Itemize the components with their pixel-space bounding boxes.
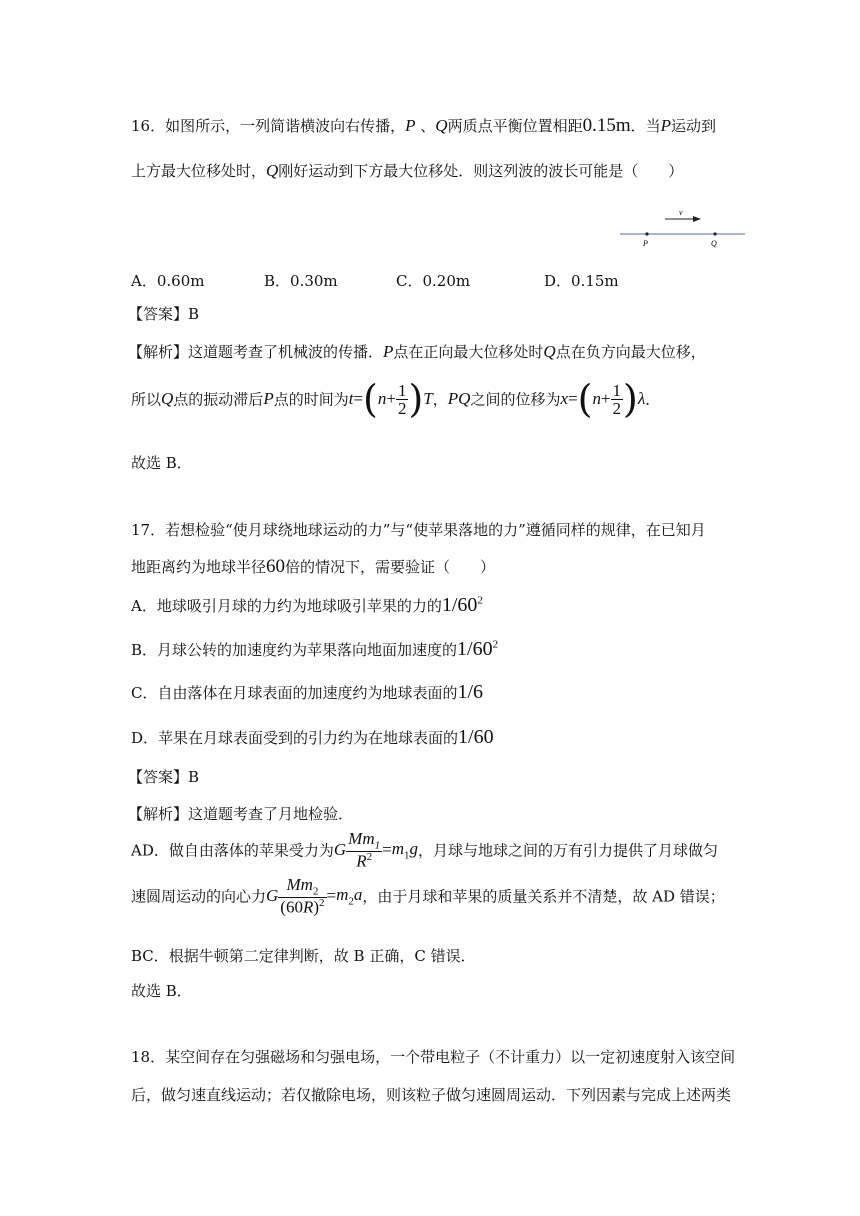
q16-explanation-line1: 【解析】这道题考查了机械波的传播．P点在正向最大位移处时Q点在负方向最大位移， bbox=[128, 342, 706, 361]
velocity-label: v bbox=[679, 208, 683, 217]
q17-option-c: C．自由落体在月球表面的加速度约为地球表面的1/6 bbox=[131, 681, 484, 703]
q17-stem-line1: 17．若想检验“使月球绕地球运动的力”与“使苹果落地的力”遵循同样的规律，在已知月 bbox=[131, 521, 706, 539]
paren-right: ) bbox=[408, 377, 424, 421]
q17-conclusion: 故选 B． bbox=[131, 982, 192, 1000]
point-p-label: P bbox=[643, 239, 648, 248]
q16-option-c: C．0.20m bbox=[396, 272, 471, 290]
q16-option-d: D．0.15m bbox=[544, 272, 619, 290]
paren-left: ( bbox=[363, 377, 378, 421]
q16-stem-line1: 16．如图所示，一列简谐横波向右传播，P 、Q两质点平衡位置相距0.15m．当P运动到 bbox=[131, 115, 717, 136]
point-q bbox=[713, 232, 716, 235]
q17-answer: 【答案】B bbox=[128, 768, 200, 786]
q17-option-d: D．苹果在月球表面受到的引力约为在地球表面的1/60 bbox=[131, 726, 494, 748]
q17-explanation-line1: 【解析】这道题考查了月地检验． bbox=[128, 805, 354, 823]
q17-stem-line2: 地距离约为地球半径60倍的情况下，需要验证（ ） bbox=[131, 556, 496, 577]
q16-conclusion: 故选 B． bbox=[131, 454, 192, 472]
q16-option-a: A．0.60m bbox=[131, 272, 205, 290]
q16-explanation-line2: 所以Q点的振动滞后P点的时间为t=(n+ $\frac{1}{2}$ )T，PQ之间的位移为x=(n+ $\frac{1}{2}$ )λ． bbox=[131, 377, 661, 421]
q16-stem-line2: 上方最大位移处时，Q刚好运动到下方最大位移处．则这列波的波长可能是（ ） bbox=[131, 161, 684, 180]
q17-explanation-bc: BC．根据牛顿第二定律判断，故 B 正确，C 错误． bbox=[131, 947, 476, 965]
q17-explanation-ad-line2: 速圆周运动的向心力G $\frac{Mm_2}{(60R)^2}$ $=m_2a$，由于月球和苹果的质量关系并不清楚，故 AD 错误； bbox=[131, 875, 725, 918]
q17-explanation-ad-line1: AD．做自由落体的苹果受力为G $\frac{Mm_1}{R^2}$ $=m_1g$，月球与地球之间的万有引力提供了月球做匀 bbox=[131, 829, 718, 872]
q18-stem-line1: 18．某空间存在匀强磁场和匀强电场，一个带电粒子（不计重力）以一定初速度射入该空间 bbox=[131, 1048, 736, 1066]
q18-stem-line2: 后，做匀速直线运动；若仅撤除电场，则该粒子做匀速圆周运动．下列因素与完成上述两类 bbox=[131, 1086, 732, 1104]
velocity-arrow-head bbox=[693, 216, 701, 222]
q17-option-a: A．地球吸引月球的力约为地球吸引苹果的力的$1/60^2$ bbox=[131, 594, 483, 616]
point-q-label: Q bbox=[711, 239, 717, 248]
q17-option-b: B．月球公转的加速度约为苹果落向地面加速度的$1/60^2$ bbox=[131, 638, 499, 660]
point-p bbox=[645, 232, 648, 235]
wave-figure bbox=[615, 205, 750, 253]
q16-option-b: B．0.30m bbox=[264, 272, 338, 290]
q16-answer: 【答案】B bbox=[128, 305, 200, 323]
